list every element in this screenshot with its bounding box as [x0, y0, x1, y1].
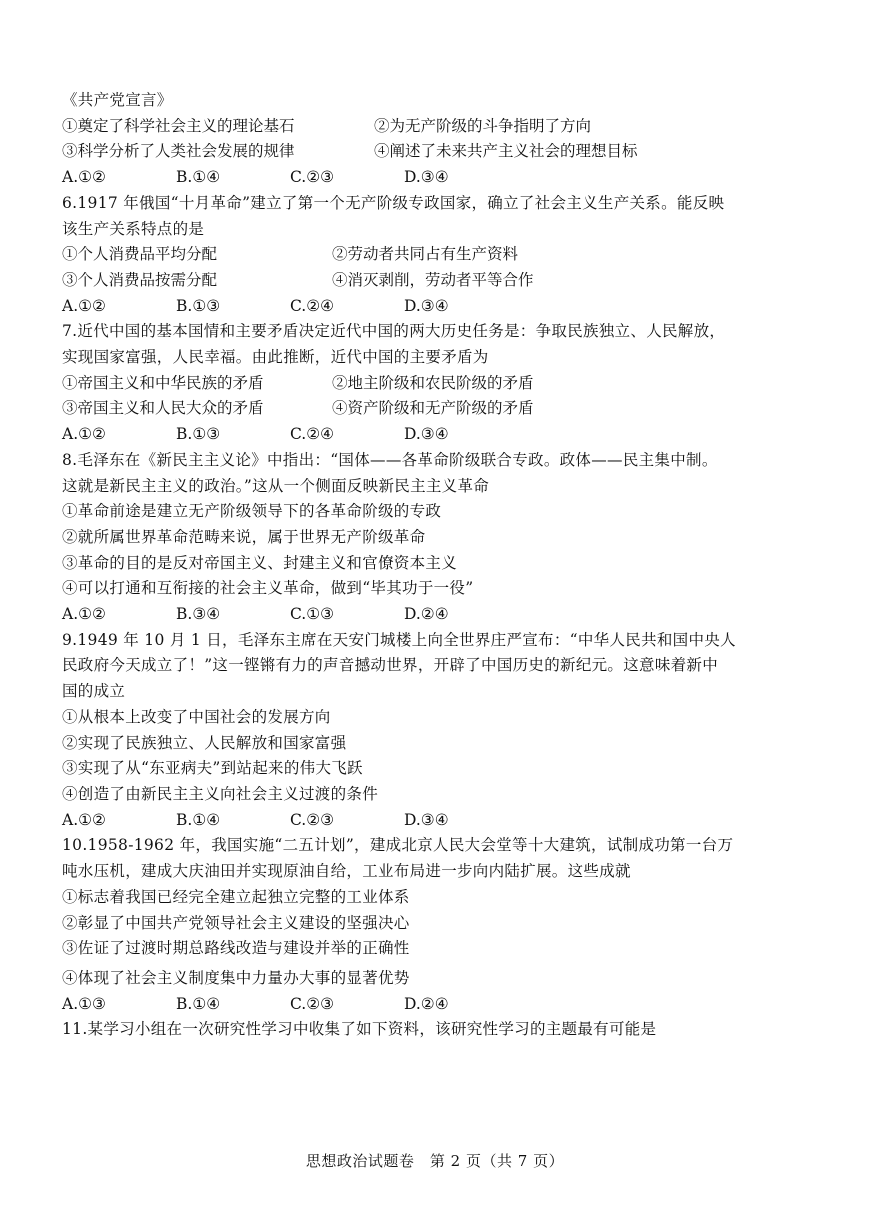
q9-answer-d: D.③④ — [404, 810, 449, 829]
q10-option-3: ③佐证了过渡时期总路线改造与建设并举的正确性 — [62, 939, 410, 958]
q6-answer-b: B.①③ — [176, 296, 221, 315]
q10-stem-line-1: 10.1958-1962 年，我国实施“二五计划”，建成北京人民大会堂等十大建筑，试制成功第一台万 — [62, 836, 734, 855]
q7-answer-c: C.②④ — [290, 425, 335, 444]
q7-answer-b: B.①③ — [176, 425, 221, 444]
q5-options — [62, 114, 822, 165]
q7-option-1: ①帝国主义和中华民族的矛盾 — [62, 373, 264, 392]
q8-option-2: ②就所属世界革命范畴来说，属于世界无产阶级革命 — [62, 527, 426, 546]
q7-answer-d: D.③④ — [404, 425, 449, 444]
q9-stem-line-1: 9.1949 年 10 月 1 日，毛泽东主席在天安门城楼上向全世界庄严宣布：“中华人民共和国中央人 — [62, 630, 736, 649]
q9-answer-a: A.①② — [62, 810, 106, 829]
q6-answer-a: A.①② — [62, 296, 106, 315]
q6-option-1: ①个人消费品平均分配 — [62, 245, 218, 264]
q9-option-4: ④创造了由新民主主义向社会主义过渡的条件 — [62, 784, 379, 803]
q5-option-4: ④阐述了未来共产主义社会的理想目标 — [374, 142, 638, 161]
q6-answer-d: D.③④ — [404, 296, 449, 315]
q9-stem-line-2: 民政府今天成立了！”这一铿锵有力的声音撼动世界，开辟了中国历史的新纪元。这意味着新中 — [62, 656, 719, 675]
q7-answers — [62, 422, 822, 448]
q5-option-1: ①奠定了科学社会主义的理论基石 — [62, 116, 295, 135]
q5-answer-d: D.③④ — [404, 168, 449, 187]
q9-answer-c: C.②③ — [290, 810, 335, 829]
q6-option-3: ③个人消费品按需分配 — [62, 270, 218, 289]
q8-answer-b: B.③④ — [176, 605, 221, 624]
q10-answer-c: C.②③ — [290, 994, 335, 1013]
q6-answers — [62, 294, 822, 320]
q10-answers — [62, 992, 822, 1018]
q7-option-2: ②地主阶级和农民阶级的矛盾 — [332, 373, 534, 392]
q9-option-2: ②实现了民族独立、人民解放和国家富强 — [62, 733, 347, 752]
q10-answer-a: A.①③ — [62, 994, 106, 1013]
q10-option-2: ②彰显了中国共产党领导社会主义建设的坚强决心 — [62, 913, 410, 932]
q6-options — [62, 242, 822, 293]
q9-stem-line-3: 国的成立 — [62, 682, 126, 701]
q6-option-4: ④消灭剥削，劳动者平等合作 — [332, 270, 534, 289]
q5-option-3: ③科学分析了人类社会发展的规律 — [62, 142, 295, 161]
q8-option-4: ④可以打通和互衔接的社会主义革命，做到“毕其功于一役” — [62, 579, 474, 598]
q8-option-1: ①革命前途是建立无产阶级领导下的各革命阶级的专政 — [62, 502, 442, 521]
q5-answer-a: A.①② — [62, 168, 106, 187]
q10-option-1: ①标志着我国已经完全建立起独立完整的工业体系 — [62, 887, 410, 906]
q10-stem-line-2: 吨水压机，建成大庆油田并实现原油自给，工业布局进一步向内陆扩展。这些成就 — [62, 862, 631, 881]
q10-answer-d: D.②④ — [404, 994, 449, 1013]
q9-answer-b: B.①④ — [176, 810, 221, 829]
q8-answer-a: A.①② — [62, 605, 106, 624]
q9-option-1: ①从根本上改变了中国社会的发展方向 — [62, 707, 331, 726]
q5-answer-b: B.①④ — [176, 168, 221, 187]
q8-stem-line-2: 这就是新民主主义的政治。”这从一个侧面反映新民主主义革命 — [62, 476, 490, 495]
q6-answer-c: C.②④ — [290, 296, 335, 315]
q8-option-3: ③革命的目的是反对帝国主义、封建主义和官僚资本主义 — [62, 553, 458, 572]
q7-option-3: ③帝国主义和人民大众的矛盾 — [62, 399, 264, 418]
q7-options — [62, 371, 822, 422]
q7-stem-line-1: 7.近代中国的基本国情和主要矛盾决定近代中国的两大历史任务是：争取民族独立、人民解放， — [62, 322, 726, 341]
q5-answer-c: C.②③ — [290, 168, 335, 187]
q10-answer-b: B.①④ — [176, 994, 221, 1013]
q8-answer-d: D.②④ — [404, 605, 449, 624]
q5-stem-tail: 《共产党宣言》 — [62, 91, 173, 109]
q6-option-2: ②劳动者共同占有生产资料 — [332, 245, 519, 264]
page-content — [62, 88, 822, 1043]
q9-answers — [62, 808, 822, 834]
q7-option-4: ④资产阶级和无产阶级的矛盾 — [332, 399, 534, 418]
page-footer: 思想政治试题卷 第 2 页（共 7 页） — [305, 1152, 565, 1170]
q6-stem-line-1: 6.1917 年俄国“十月革命”建立了第一个无产阶级专政国家，确立了社会主义生产关系。能反映 — [62, 193, 725, 212]
q5-answers — [62, 165, 822, 191]
q8-answer-c: C.①③ — [290, 605, 335, 624]
q11-stem: 11.某学习小组在一次研究性学习中收集了如下资料，该研究性学习的主题最有可能是 — [62, 1020, 657, 1039]
q8-answers — [62, 602, 822, 628]
q7-answer-a: A.①② — [62, 425, 106, 444]
q5-option-2: ②为无产阶级的斗争指明了方向 — [374, 116, 592, 135]
q7-stem-line-2: 实现国家富强，人民幸福。由此推断，近代中国的主要矛盾为 — [62, 348, 489, 367]
q9-option-3: ③实现了从“东亚病夫”到站起来的伟大飞跃 — [62, 759, 363, 778]
q6-stem-line-2: 该生产关系特点的是 — [62, 219, 205, 238]
q10-option-4: ④体现了社会主义制度集中力量办大事的显著优势 — [62, 968, 410, 987]
q8-stem-line-1: 8.毛泽东在《新民主主义论》中指出：“国体——各革命阶级联合专政。政体——民主集中制。 — [62, 450, 718, 469]
